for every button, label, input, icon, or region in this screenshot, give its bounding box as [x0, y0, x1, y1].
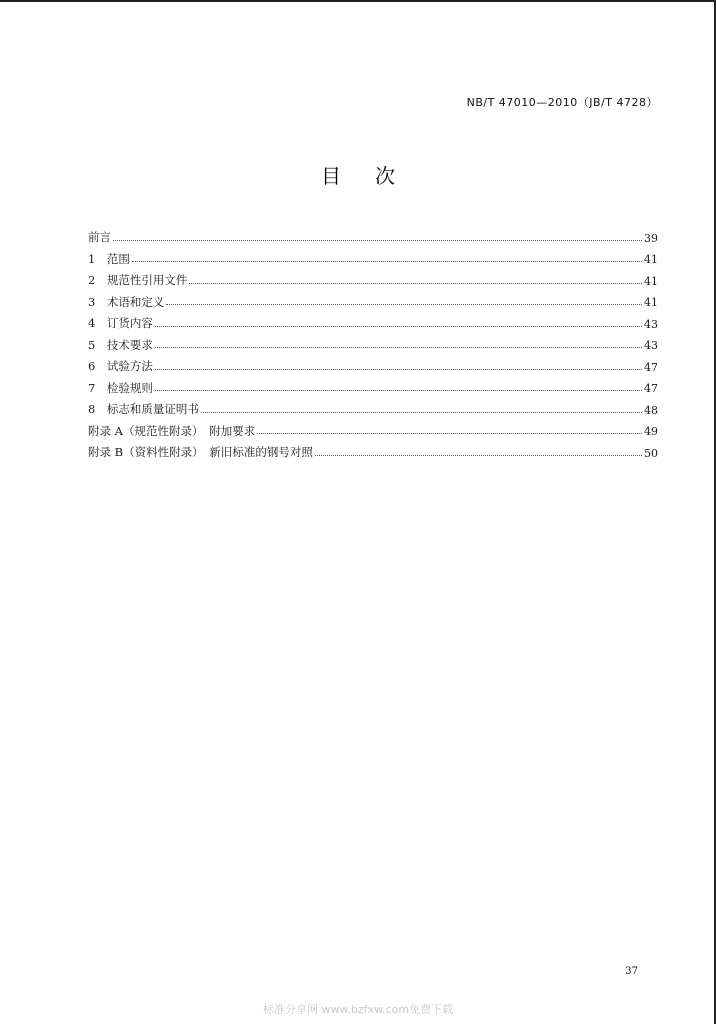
toc-entry-label: 4 订货内容 — [88, 316, 153, 330]
toc-entry[interactable] — [88, 308, 658, 330]
toc-entry[interactable] — [88, 416, 658, 438]
toc-entry-label: 5 技术要求 — [88, 337, 153, 352]
toc-entry-page: 43 — [644, 339, 658, 352]
toc-leader-dots — [257, 433, 642, 434]
watermark: 标准分享网 www.bzfxw.com免费下载 — [262, 1003, 454, 1016]
toc-entry[interactable] — [88, 222, 658, 244]
toc-entry-page: 50 — [644, 446, 658, 460]
toc-leader-dots — [155, 347, 642, 348]
toc-entry[interactable] — [88, 330, 658, 352]
toc-entry-label: 1 范围 — [88, 251, 130, 266]
toc-leader-dots — [166, 304, 642, 305]
toc-entry[interactable] — [88, 394, 658, 416]
toc-entry-page: 47 — [644, 382, 658, 395]
toc-entry-label: 8 标志和质量证明书 — [88, 402, 199, 416]
toc-entry-label: 3 术语和定义 — [88, 294, 165, 309]
toc-entry-label: 附录 A（规范性附录） 附加要求 — [88, 423, 256, 438]
toc-entry-label: 6 试验方法 — [88, 359, 153, 373]
toc-leader-dots — [315, 455, 642, 456]
toc-entry[interactable] — [88, 373, 658, 395]
toc-entry[interactable] — [88, 287, 658, 309]
toc-leader-dots — [132, 261, 642, 262]
toc-entry-label: 7 检验规则 — [88, 380, 153, 395]
toc-entry-page: 43 — [644, 317, 658, 331]
toc-entry-page: 49 — [644, 425, 658, 438]
toc-entry-page: 39 — [644, 231, 658, 245]
toc-entry[interactable] — [88, 265, 658, 287]
toc-entry-label: 附录 B（资料性附录） 新旧标准的钢号对照 — [88, 445, 313, 459]
toc-leader-dots — [155, 369, 642, 370]
toc-entry[interactable] — [88, 244, 658, 266]
toc-entry-label: 2 规范性引用文件 — [88, 273, 188, 287]
toc-leader-dots — [155, 326, 642, 327]
toc-leader-dots — [189, 283, 642, 284]
page-number: 37 — [625, 966, 638, 977]
table-of-contents — [88, 222, 658, 459]
toc-leader-dots — [201, 412, 642, 413]
toc-entry-page: 48 — [644, 403, 658, 417]
toc-entry-page: 41 — [644, 253, 658, 266]
toc-entry[interactable] — [88, 437, 658, 459]
toc-entry[interactable] — [88, 351, 658, 373]
standard-code: NB/T 47010—2010（JB/T 4728） — [466, 96, 658, 109]
toc-entry-page: 41 — [644, 296, 658, 309]
page-title: 目次 — [321, 164, 429, 188]
page-border-top — [0, 0, 716, 2]
toc-leader-dots — [155, 390, 642, 391]
toc-leader-dots — [113, 240, 642, 241]
toc-entry-page: 47 — [644, 360, 658, 374]
toc-entry-label: 前言 — [88, 230, 111, 244]
toc-entry-page: 41 — [644, 274, 658, 288]
